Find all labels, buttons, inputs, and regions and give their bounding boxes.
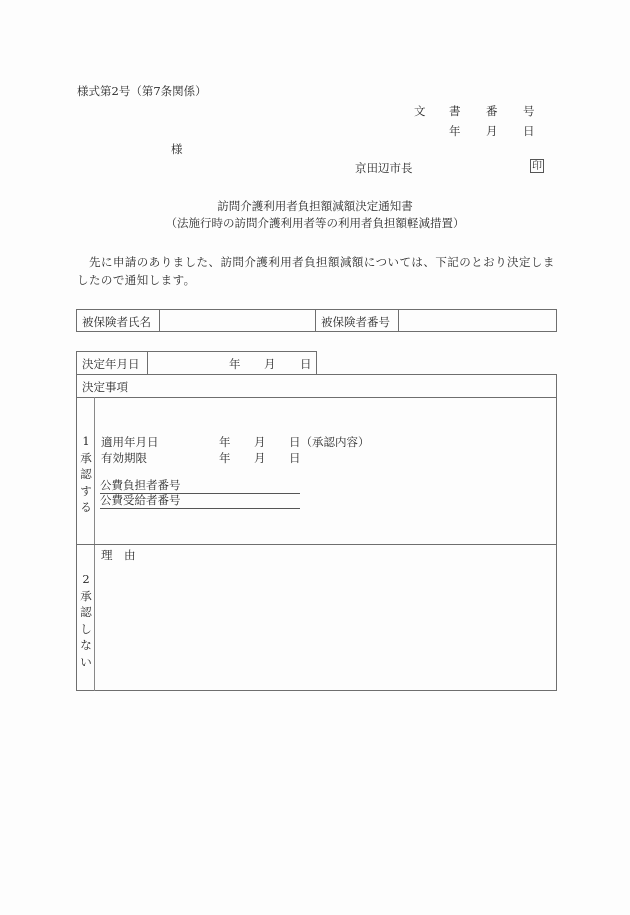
valid-month: 月 bbox=[254, 451, 266, 465]
valid-day: 日 bbox=[289, 451, 301, 465]
month-label: 月 bbox=[486, 124, 498, 138]
document-title: 訪問介護利用者負担額減額決定通知書 bbox=[217, 199, 413, 213]
document-subtitle: （法施行時の訪問介護利用者等の利用者負担額軽減措置） bbox=[165, 216, 465, 230]
doc-char: 書 bbox=[449, 104, 461, 118]
valid-period-label: 有効期限 bbox=[101, 451, 147, 465]
body-text-line1: 先に申請のありました、訪問介護利用者負担額減額については、下記のとおり決定しま bbox=[89, 255, 555, 269]
doc-char: 番 bbox=[486, 104, 498, 118]
doc-char: 文 bbox=[414, 104, 426, 118]
decision-month: 月 bbox=[264, 357, 276, 371]
decision-items-label: 決定事項 bbox=[82, 380, 128, 394]
insured-name-field[interactable] bbox=[162, 310, 314, 331]
reason-label: 理 由 bbox=[101, 548, 136, 562]
seal-stamp: 印 bbox=[532, 161, 542, 172]
reject-side-label: 2 承 認 し な い bbox=[80, 572, 92, 669]
apply-day-approval-content: 日（承認内容） bbox=[289, 435, 370, 449]
decision-year: 年 bbox=[229, 357, 241, 371]
valid-year: 年 bbox=[219, 451, 231, 465]
insured-number-field[interactable] bbox=[401, 310, 556, 331]
public-expense-payer-number-label: 公費負担者番号 bbox=[100, 478, 181, 492]
form-number-label: 様式第2号（第7条関係） bbox=[77, 84, 207, 98]
decision-day: 日 bbox=[300, 357, 312, 371]
insured-number-label: 被保険者番号 bbox=[321, 315, 390, 329]
addressee-suffix: 様 bbox=[171, 142, 183, 156]
insured-name-label: 被保険者氏名 bbox=[82, 315, 151, 329]
apply-month: 月 bbox=[254, 435, 266, 449]
apply-year: 年 bbox=[219, 435, 231, 449]
public-expense-payer-number-field[interactable] bbox=[100, 478, 300, 494]
doc-char: 号 bbox=[523, 104, 535, 118]
public-expense-recipient-number-label: 公費受給者番号 bbox=[100, 493, 181, 507]
apply-date-label: 適用年月日 bbox=[101, 435, 159, 449]
day-label: 日 bbox=[523, 124, 535, 138]
issuer-name: 京田辺市長 bbox=[355, 161, 413, 175]
approve-side-label: 1 承 認 す る bbox=[80, 434, 92, 514]
decision-date-label: 決定年月日 bbox=[82, 357, 140, 371]
year-label: 年 bbox=[449, 124, 461, 138]
reason-field[interactable] bbox=[96, 562, 555, 689]
body-text-line2: したので通知します。 bbox=[77, 273, 196, 287]
public-expense-recipient-number-field[interactable] bbox=[100, 493, 300, 509]
